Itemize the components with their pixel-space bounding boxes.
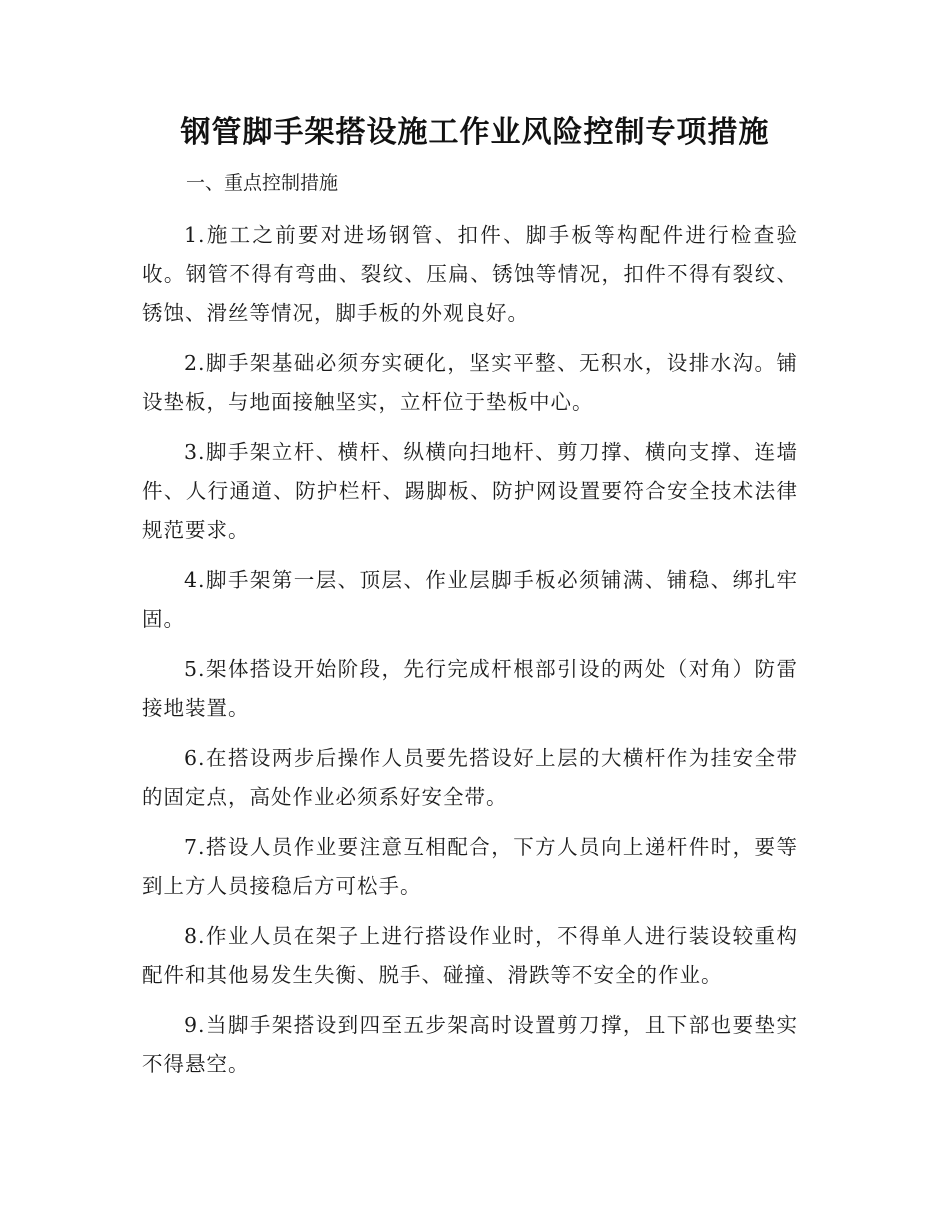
measure-item-2: 2.脚手架基础必须夯实硬化，坚实平整、无积水，设排水沟。铺设垫板，与地面接触坚实，立杆位于垫板中心。 bbox=[142, 351, 798, 414]
measure-item-7: 7.搭设人员作业要注意互相配合，下方人员向上递杆件时，要等到上方人员接稳后方可松手。 bbox=[142, 835, 798, 898]
measure-item-5: 5.架体搭设开始阶段，先行完成杆根部引设的两处（对角）防雷接地装置。 bbox=[142, 657, 798, 720]
measure-item-1: 1.施工之前要对进场钢管、扣件、脚手板等构配件进行检查验收。钢管不得有弯曲、裂纹、压扁、锈蚀等情况，扣件不得有裂纹、锈蚀、滑丝等情况，脚手板的外观良好。 bbox=[142, 223, 798, 325]
measure-item-9: 9.当脚手架搭设到四至五步架高时设置剪刀撑，且下部也要垫实不得悬空。 bbox=[142, 1013, 798, 1076]
measure-item-3: 3.脚手架立杆、横杆、纵横向扫地杆、剪刀撑、横向支撑、连墙件、人行通道、防护栏杆、踢脚板、防护网设置要符合安全技术法律规范要求。 bbox=[142, 440, 798, 542]
measure-item-4: 4.脚手架第一层、顶层、作业层脚手板必须铺满、铺稳、绑扎牢固。 bbox=[142, 568, 798, 631]
measure-item-8: 8.作业人员在架子上进行搭设作业时，不得单人进行装设较重构配件和其他易发生失衡、脱手、碰撞、滑跌等不安全的作业。 bbox=[142, 924, 798, 987]
section-heading: 一、重点控制措施 bbox=[186, 172, 339, 194]
measures-list bbox=[142, 216, 798, 1095]
measure-item-6: 6.在搭设两步后操作人员要先搭设好上层的大横杆作为挂安全带的固定点，高处作业必须系好安全带。 bbox=[142, 746, 798, 809]
document-title: 钢管脚手架搭设施工作业风险控制专项措施 bbox=[180, 115, 770, 150]
